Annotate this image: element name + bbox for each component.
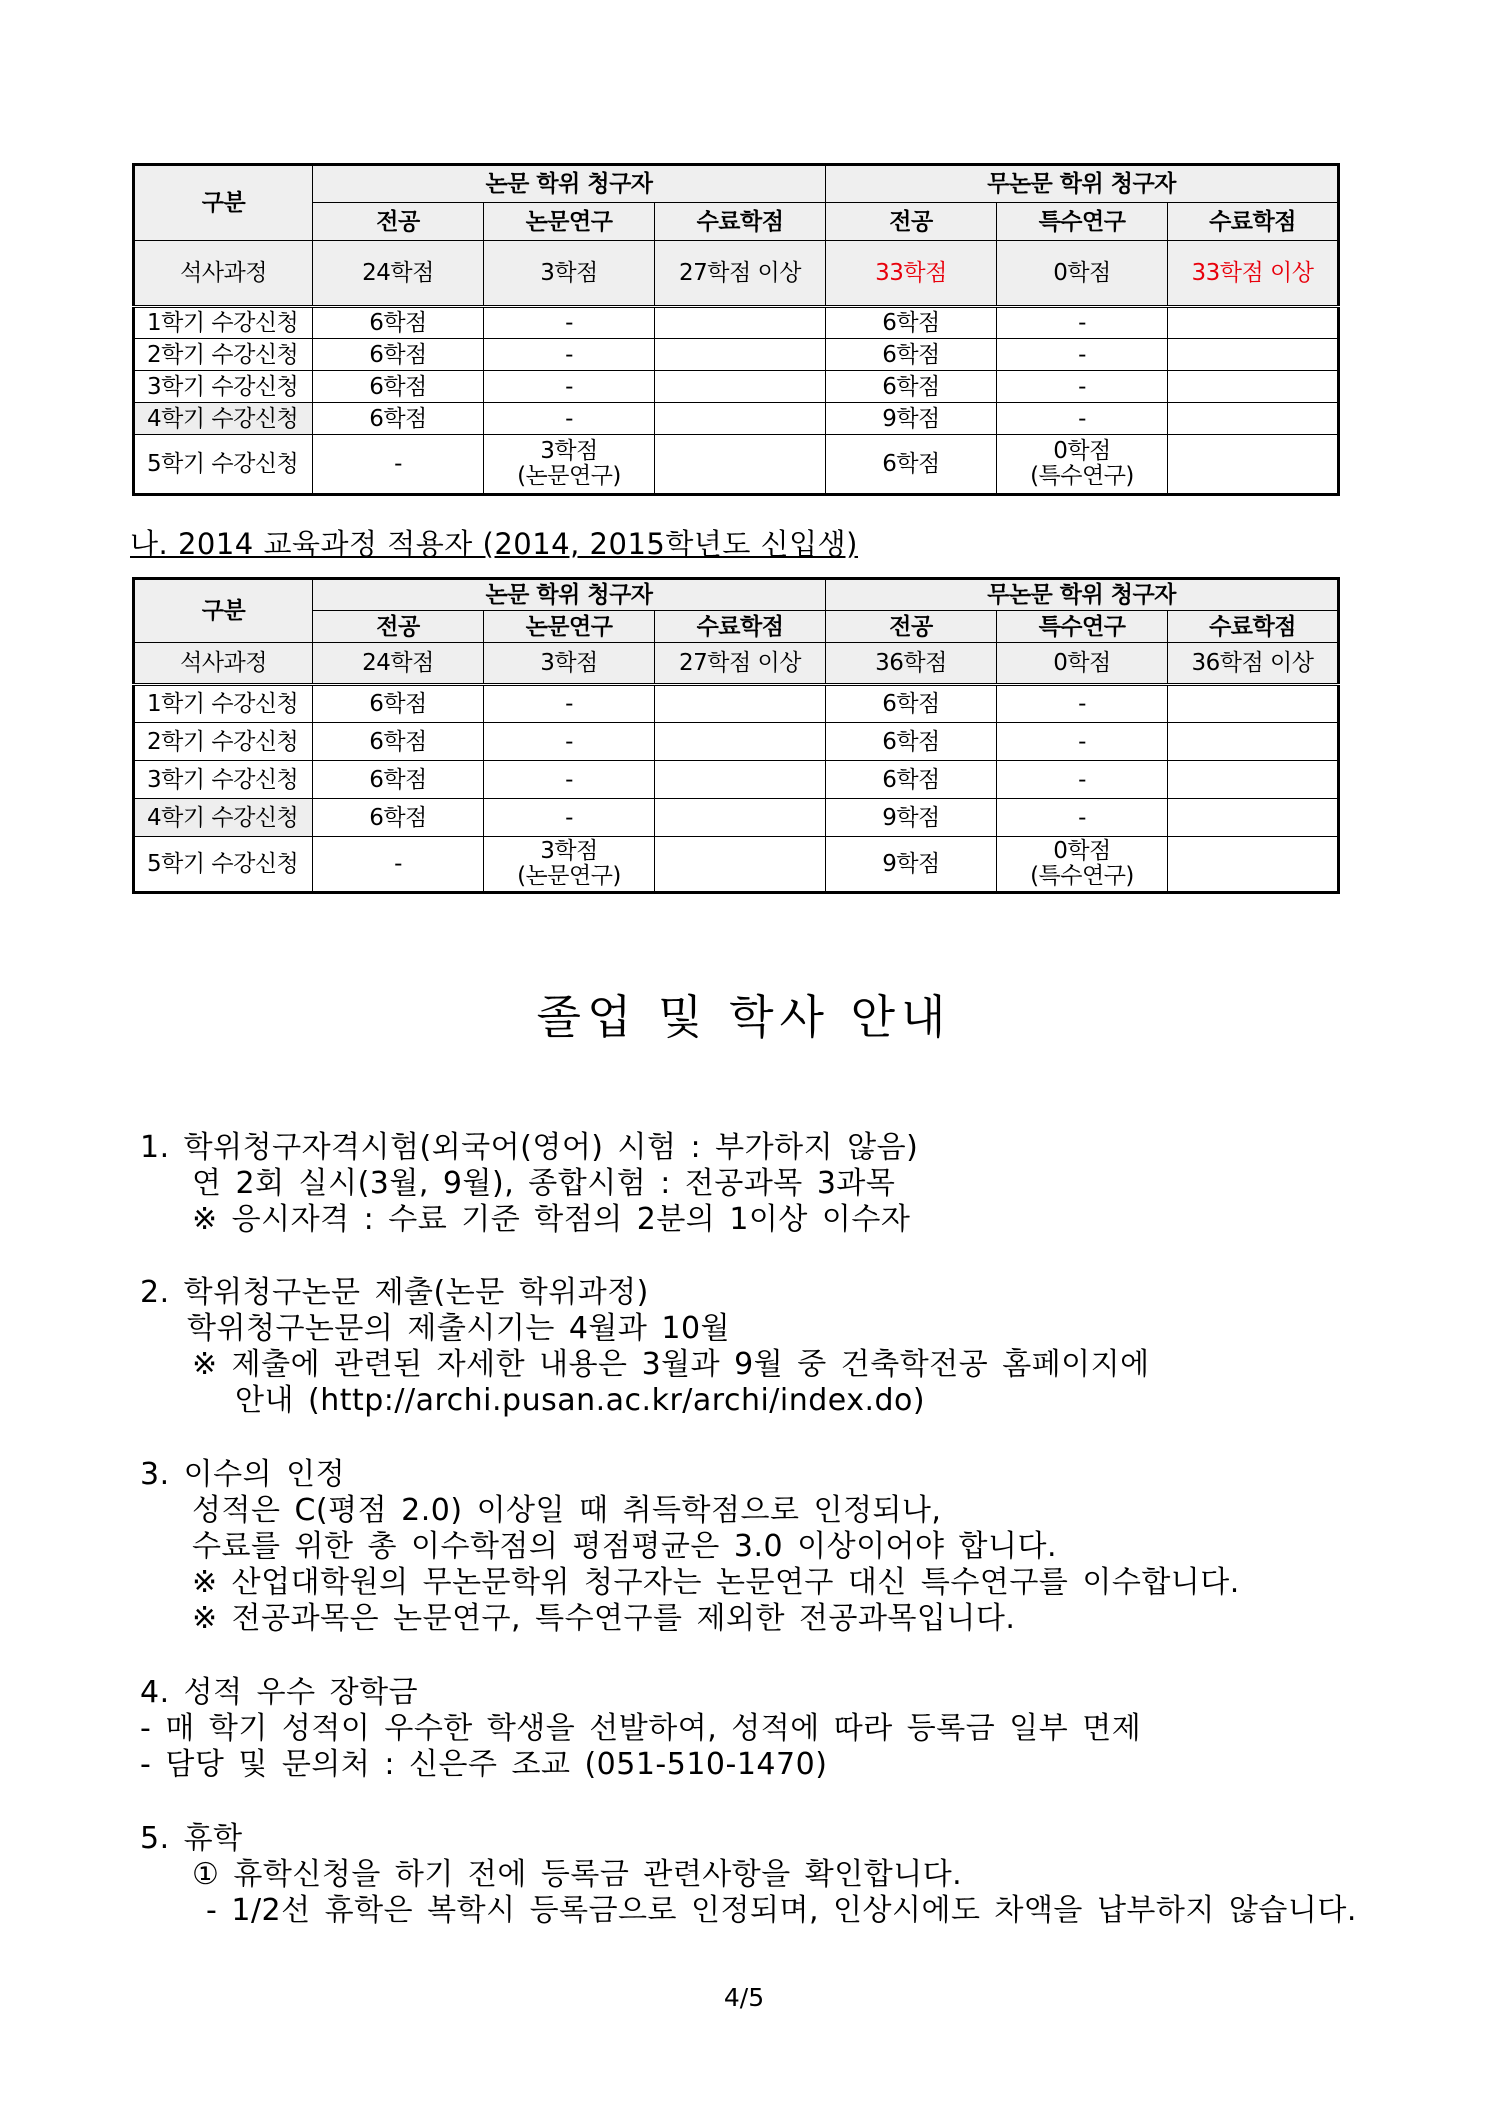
cell: 6학점: [313, 761, 484, 799]
nonthesis-group-header: 무논문 학위 청구자: [826, 579, 1339, 611]
row-label: 2학기 수강신청: [134, 339, 313, 371]
cell: 3학점: [484, 643, 655, 685]
row-label: 석사과정: [134, 643, 313, 685]
table-row: [134, 723, 1339, 761]
cell: [655, 685, 826, 723]
cell: -: [997, 761, 1168, 799]
item-1-heading: 1. 학위청구자격시험(외국어(영어) 시험 : 부가하지 않음): [140, 1130, 919, 1165]
col-header: 논문연구: [484, 203, 655, 241]
item-5-heading: 5. 휴학: [140, 1821, 243, 1856]
cell: 6학점: [826, 371, 997, 403]
cell: [1168, 799, 1339, 837]
cell: 0학점: [997, 241, 1168, 307]
credit-table-2014: [132, 577, 1340, 894]
cell: 6학점: [313, 403, 484, 435]
col-header: 특수연구: [997, 611, 1168, 643]
cell: -: [997, 685, 1168, 723]
row-label: 2학기 수강신청: [134, 723, 313, 761]
col-header: 수료학점: [1168, 203, 1339, 241]
cell: [655, 723, 826, 761]
col-header: 수료학점: [655, 203, 826, 241]
col-header: 논문연구: [484, 611, 655, 643]
cell: 6학점: [826, 761, 997, 799]
cell: -: [997, 371, 1168, 403]
cell: 36학점 이상: [1168, 643, 1339, 685]
cell: [655, 371, 826, 403]
cell: 6학점: [826, 339, 997, 371]
row-label: 1학기 수강신청: [134, 685, 313, 723]
row-label: 석사과정: [134, 241, 313, 307]
cell: 3학점: [484, 241, 655, 307]
cell: 6학점: [826, 435, 997, 495]
table-row: [134, 339, 1339, 371]
item-3-note: ※ 산업대학원의 무논문학위 청구자는 논문연구 대신 특수연구를 이수합니다.: [192, 1565, 1240, 1600]
nonthesis-group-header: 무논문 학위 청구자: [826, 165, 1339, 203]
row-label: 5학기 수강신청: [134, 435, 313, 495]
cell: 9학점: [826, 837, 997, 893]
cell: -: [484, 371, 655, 403]
cell-highlight: 33학점: [826, 241, 997, 307]
cell: -: [997, 307, 1168, 339]
cell: 6학점: [313, 799, 484, 837]
gubun-header: 구분: [134, 165, 313, 241]
col-header: 특수연구: [997, 203, 1168, 241]
table-row: [134, 371, 1339, 403]
cell: [655, 761, 826, 799]
section-heading: 나. 2014 교육과정 적용자 (2014, 2015학년도 신입생): [130, 527, 858, 561]
cell: -: [997, 799, 1168, 837]
cell: 6학점: [313, 371, 484, 403]
item-2-heading: 2. 학위청구논문 제출(논문 학위과정): [140, 1275, 649, 1310]
cell: 9학점: [826, 799, 997, 837]
cell: [1168, 403, 1339, 435]
item-1-line: 연 2회 실시(3월, 9월), 종합시험 : 전공과목 3과목: [192, 1166, 896, 1201]
credit-table-pre2014: [132, 163, 1340, 496]
table-row: [134, 799, 1339, 837]
item-3-heading: 3. 이수의 인정: [140, 1457, 346, 1492]
cell: 9학점: [826, 403, 997, 435]
cell: [655, 339, 826, 371]
row-label: 1학기 수강신청: [134, 307, 313, 339]
cell: 6학점: [826, 723, 997, 761]
cell: 6학점: [826, 685, 997, 723]
cell: 27학점 이상: [655, 241, 826, 307]
page-number: 4/5: [723, 1983, 765, 2012]
cell: -: [484, 307, 655, 339]
gubun-header: 구분: [134, 579, 313, 643]
cell: 6학점: [313, 723, 484, 761]
cell: 6학점: [313, 339, 484, 371]
cell: -: [997, 339, 1168, 371]
cell: [1168, 307, 1339, 339]
table-row: [134, 435, 1339, 495]
col-header: 전공: [313, 611, 484, 643]
cell: [1168, 339, 1339, 371]
cell: -: [484, 761, 655, 799]
table-row: [134, 761, 1339, 799]
row-label: 4학기 수강신청: [134, 403, 313, 435]
col-header: 수료학점: [1168, 611, 1339, 643]
cell: [655, 435, 826, 495]
item-4-line: - 담당 및 문의처 : 신은주 조교 (051-510-1470): [140, 1747, 828, 1782]
cell: -: [484, 339, 655, 371]
cell: [1168, 371, 1339, 403]
item-1-note: ※ 응시자격 : 수료 기준 학점의 2분의 1이상 이수자: [192, 1202, 911, 1237]
cell: [655, 307, 826, 339]
cell: [1168, 435, 1339, 495]
item-3-line: 수료를 위한 총 이수학점의 평점평균은 3.0 이상이어야 합니다.: [192, 1529, 1058, 1564]
page-title: 졸업 및 학사 안내: [536, 990, 952, 1044]
cell: -: [484, 685, 655, 723]
cell: 24학점: [313, 643, 484, 685]
cell: 6학점: [826, 307, 997, 339]
thesis-group-header: 논문 학위 청구자: [313, 165, 826, 203]
cell: -: [484, 799, 655, 837]
cell: [1168, 685, 1339, 723]
cell-highlight: 33학점 이상: [1168, 241, 1339, 307]
table-row: [134, 307, 1339, 339]
item-3-note: ※ 전공과목은 논문연구, 특수연구를 제외한 전공과목입니다.: [192, 1601, 1016, 1636]
cell: -: [997, 403, 1168, 435]
table-row: [134, 837, 1339, 893]
cell: 24학점: [313, 241, 484, 307]
cell: -: [484, 403, 655, 435]
cell: 27학점 이상: [655, 643, 826, 685]
cell: [655, 403, 826, 435]
row-label: 5학기 수강신청: [134, 837, 313, 893]
cell: [1168, 723, 1339, 761]
item-2-line: 학위청구논문의 제출시기는 4월과 10월: [187, 1311, 731, 1346]
cell: -: [997, 723, 1168, 761]
row-label: 3학기 수강신청: [134, 371, 313, 403]
cell: 36학점: [826, 643, 997, 685]
cell: 6학점: [313, 307, 484, 339]
item-4-heading: 4. 성적 우수 장학금: [140, 1675, 419, 1710]
cell: -: [313, 837, 484, 893]
cell: [1168, 761, 1339, 799]
table-row: [134, 685, 1339, 723]
col-header: 수료학점: [655, 611, 826, 643]
cell: 3학점 (논문연구): [484, 435, 655, 495]
cell: 3학점 (논문연구): [484, 837, 655, 893]
cell: 0학점 (특수연구): [997, 837, 1168, 893]
col-header: 전공: [826, 203, 997, 241]
cell: -: [313, 435, 484, 495]
row-label: 3학기 수강신청: [134, 761, 313, 799]
item-5-line: - 1/2선 휴학은 복학시 등록금으로 인정되며, 인상시에도 차액을 납부하지 않습니다.: [206, 1893, 1357, 1928]
cell: -: [484, 723, 655, 761]
table-row: [134, 403, 1339, 435]
item-2-note-cont: 안내 (http://archi.pusan.ac.kr/archi/index.do): [235, 1383, 926, 1418]
cell: 0학점 (특수연구): [997, 435, 1168, 495]
item-3-line: 성적은 C(평점 2.0) 이상일 때 취득학점으로 인정되나,: [192, 1493, 942, 1528]
thesis-group-header: 논문 학위 청구자: [313, 579, 826, 611]
item-5-line: ① 휴학신청을 하기 전에 등록금 관련사항을 확인합니다.: [192, 1857, 963, 1892]
cell: 0학점: [997, 643, 1168, 685]
row-label: 4학기 수강신청: [134, 799, 313, 837]
cell: [655, 799, 826, 837]
item-4-line: - 매 학기 성적이 우수한 학생을 선발하여, 성적에 따라 등록금 일부 면제: [140, 1711, 1142, 1746]
cell: 6학점: [313, 685, 484, 723]
item-2-note: ※ 제출에 관련된 자세한 내용은 3월과 9월 중 건축학전공 홈페이지에: [192, 1347, 1150, 1382]
cell: [1168, 837, 1339, 893]
cell: [655, 837, 826, 893]
col-header: 전공: [313, 203, 484, 241]
col-header: 전공: [826, 611, 997, 643]
